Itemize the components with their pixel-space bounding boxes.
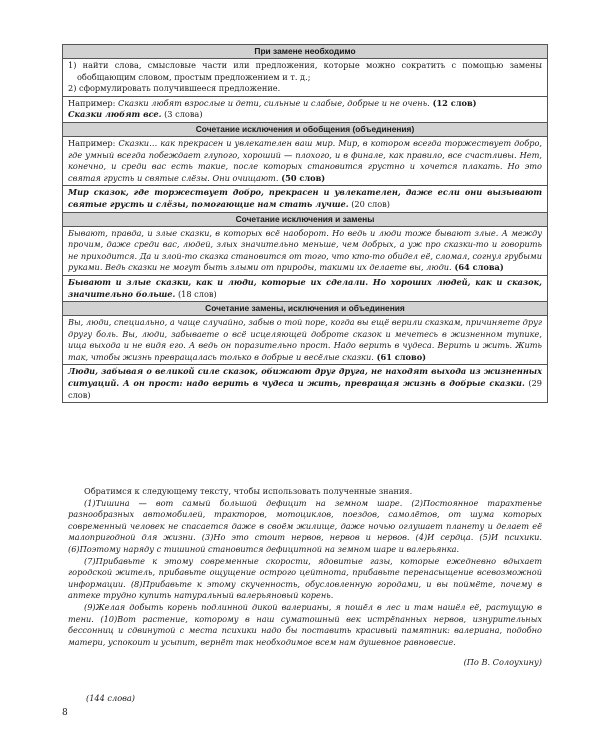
source-attribution: (По В. Солоухину) xyxy=(463,657,542,668)
example-text: Вы, люди, специально, а чаще случайно, забыв о той поре, когда вы ещё верили сказкам, причиняете друг другу боль. Вы, люди, забываете о всё исцеляющей доброте сказок и мечетесь в жизненном тупике, ища выхода и не видя его. А ведь он поразительно прост. Надо верить в чудеса. Верить и жить. Жить так, чтобы жизнь превращалась только в добрые и весёлые сказки. xyxy=(68,317,542,362)
text-paragraph-3: (9)Желая добыть корень подлинной дикой валерианы, я пошёл в лес и там нашёл её, растущую в тени. (10)Вот растение, которому в наш суматошный век истрёпанных нервов, изнурительных бессонниц и сдвинутой с места психики надо бы поставить красивый памятник: валериана, подобно матери, успокоит и усыпит, вернёт так необходимое всем нам душевное равновесие. xyxy=(68,601,542,647)
text-paragraph-1: (1)Тишина — вот самый большой дефицит на земном шаре. (2)Постоянное тарахтенье разнообразных автомобилей, тракторов, мотоциклов, поездов, самолётов, от шума которых современный человек не спасается даже в своём жилище, даже ночью оглушает планету и делает её малопригодной для жизни. (3)Но это стоит нервов, нервов и нервов. (4)И сердца. (5)И психики. (6)Поэтому наряду с тишиной становится дефицитной на земном шаре и валерьянка. xyxy=(68,497,542,554)
example-word-count: (50 слов) xyxy=(278,172,326,183)
section-title: Сочетание замены, исключения и объединения xyxy=(63,301,547,316)
result-word-count: (18 слов) xyxy=(175,288,217,299)
instruction-item-2: 2) сформулировать получившееся предложение. xyxy=(68,83,281,94)
example-text: Сказки… как прекрасен и увлекателен ваш мир. Мир, в котором всегда торжествует добро, где умный всегда побеждает глупого, хороший — плохого, и в финале, как правило, все счастливы. Нет, конечно, и среди вас есть такие, после которых становится грустно и хочется плакать. Но это святая грусть и святые слёзы. Они очищают. xyxy=(68,137,542,183)
result-text: Люди, забывая о великой силе сказок, обижают друг друга, не находят выхода из жизненных ситуаций. А он прост: надо верить в чудеса и жить, превращая жизнь в добрые сказки. xyxy=(68,366,542,389)
example-block xyxy=(63,137,547,186)
result-text: Мир сказок, где торжествует добро, прекрасен и увлекателен, даже если они вызывают святые грусть и слёзы, помогающие нам стать лучше. xyxy=(68,187,542,209)
methods-table xyxy=(62,44,548,403)
result-block xyxy=(63,186,547,211)
example-text: Бывают, правда, и злые сказки, в которых всё наоборот. Но ведь и люди тоже бывают злые. А между прочим, даже среди вас, людей, злых значительно меньше, чем добрых, а уж про сказки-то и говорить не приходится. Да и злой-то сказка становится от того, что кто-то обидел её, сломал, согнул грубыми руками. Ведь сказки не могут быть злыми от природы, такими их делаете вы, люди. xyxy=(68,227,542,273)
main-text xyxy=(68,486,542,669)
example-word-count: (64 слова) xyxy=(451,262,504,273)
instruction-list xyxy=(63,59,547,97)
result-text: Бывают и злые сказки, как и люди, которые их сделали. Но хороших людей, как и сказок, значительно больше. xyxy=(68,276,542,299)
example-block xyxy=(63,316,547,365)
example-prefix: Например: xyxy=(68,97,118,108)
section-title: При замене необходимо xyxy=(63,45,547,59)
result-block xyxy=(63,365,547,402)
example-block xyxy=(63,227,547,276)
example-text: Сказки любят взрослые и дети, сильные и слабые, добрые и не очень. xyxy=(118,97,430,108)
section-title: Сочетание исключения и замены xyxy=(63,212,547,227)
example-word-count: (12 слов) xyxy=(429,97,477,108)
page-number: 8 xyxy=(62,708,68,718)
section-title: Сочетание исключения и обобщения (объединения) xyxy=(63,122,547,137)
example-block xyxy=(63,97,547,122)
result-block xyxy=(63,276,547,301)
instruction-item-1: 1) найти слова, смысловые части или предложения, которые можно сократить с помощью замены обобщающим словом, простым предложением и т. д.; xyxy=(68,60,542,82)
result-word-count: (29 слов) xyxy=(68,378,542,400)
text-paragraph-2: (7)Прибавьте к этому современные скорости, ядовитые газы, которые ежедневно вдыхает городской житель, прибавьте ощущение острого цейтнота, прибавьте перенасыщение всевозможной информации. (8)Прибавьте к этому скученность, обусловленную городами, и вы поймёте, почему в аптеке трудно купить натуральный валерьяновый корень. xyxy=(68,555,542,601)
total-word-count: (144 слова) xyxy=(86,693,135,703)
example-prefix: Например: xyxy=(68,137,119,148)
example-word-count: (61 слово) xyxy=(373,351,427,362)
intro-paragraph: Обратимся к следующему тексту, чтобы использовать полученные знания. xyxy=(84,486,413,496)
result-text: Сказки любят все. xyxy=(68,109,162,120)
result-word-count: (3 слова) xyxy=(161,109,203,120)
result-word-count: (20 слов) xyxy=(348,198,390,209)
